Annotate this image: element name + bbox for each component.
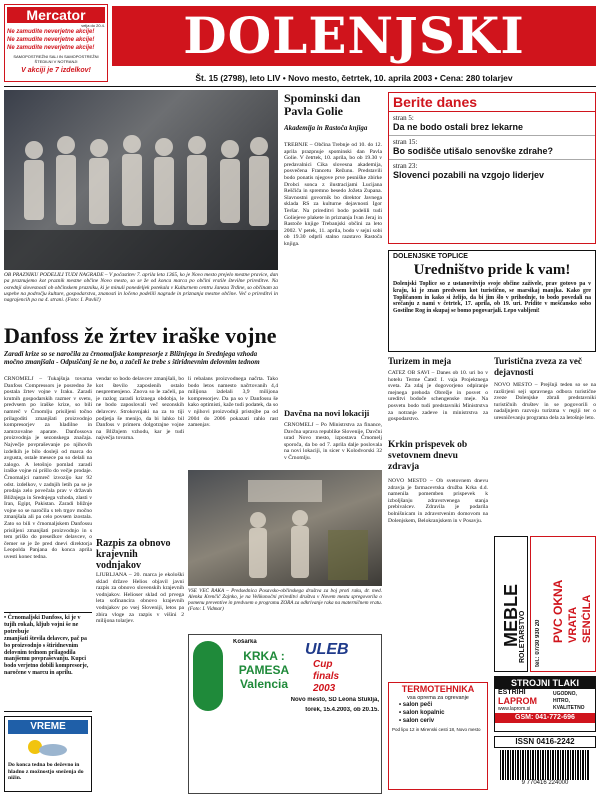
speaker-photo-icon	[188, 470, 382, 586]
weather-title: VREME	[8, 720, 88, 734]
issue-line: Št. 15 (2798), leto LIV • Novo mesto, četrtek, 10. aprila 2003 • Cena: 280 tolarjev	[195, 73, 513, 83]
strojni-ad-side-1: UGODNO,	[553, 691, 577, 697]
davcna-headline: Davčna na novi lokaciji	[284, 408, 370, 418]
krka-ad-line-3: Valencia	[239, 677, 289, 691]
mercator-small-print: velja do 20.4.	[81, 23, 105, 28]
mercator-fine-print: SAMOPOSTREŽNI SALI IN SAMOPOSTREŽNI ŠTEDILNI V NOTRANJI	[13, 54, 99, 64]
lead-column-1: ČRNOMELJ – Tukajšnja tovarna Danfoss Compressors je posredno že postala žrtev vojne v Iraku. Zaradi krutnih gospodarskih razmer v svetu, predvsem po iraške krize, so bili namreč v Črnomlju prisiljeni točno prilagoditi zmanjšati proizvodnjo kompresorjev za hladilne in zamrzovalne aparate. Danfossova proizvodnja je sezonskega značaja. Največje povpraševanje po njihovih izdelkih je bilo dosleji od marca do avgusta, ostale mesece pa so delali na zalogo. A letošnjo pomlad zaradi iraške vojne ni prišlo do večje prodaje. Črnomaljci namreč izvozijo kar 92 odst. izdelkov, v zadnjih letih pa se je prodaja zelo povečala prav v državah Bližnjega in Srednjega vzhoda, zlasti v Iran, Egipt, Pakistan. Zaradi bližnje vojne so se naročila s teh trgov močno zmanjšala ali pa celo povsem izostala. Zato so bili v črnomaljskem Danfossu prisiljeni zmanjšati proizvodnjo in s tem prišlo do presežkov delavcev, o čemer se je že pred dnevi direktorja Leopolda Panjana do konca aprila uvesti konec tedna.	[4, 376, 92, 561]
meble-tag: ROLETARSTVO	[519, 610, 526, 663]
pvc-ad-text-2: VRATA	[567, 606, 579, 643]
strojni-ad	[494, 676, 596, 732]
uleb-line-2: Cup	[313, 659, 333, 670]
berite-box	[388, 92, 596, 244]
turisticna-headline: Turistična zveza za več dejavnosti	[494, 356, 582, 377]
mercator-line-2: Ne zamudite neverjetne akcije!	[7, 37, 95, 43]
second-photo-caption: VSE VEČ RAKA – Predsednica Posavsko-občinskega društva za boj proti raku, dr. med. Alenka Krenčič Zajnko, je na Velikonočni prireditvi društva v Novem mestu spregovorila o pomenu preventive in predvsem o programu ZORA za odkrivanje raka na materničnem vratu. (Foto: I. Vidmar)	[188, 588, 382, 613]
second-photo	[188, 470, 382, 586]
berite-item-2-text[interactable]: Bo sodišče utišalo senovške zdrahe?	[389, 146, 595, 160]
turizem-headline: Turizem in meja	[388, 356, 452, 366]
termo-ad-title: TERMOTEHNIKA	[401, 684, 475, 694]
berite-title: Berite danes	[389, 93, 595, 112]
krka-ad-line-2: PAMESA	[238, 663, 290, 677]
issn-box	[494, 736, 596, 792]
krka-ad-line-1: KRKA :	[243, 649, 285, 663]
razpis-headline: Razpis za obnovo krajevnih vodnjakov	[96, 538, 171, 570]
issn-code: ISSN 0416-2242	[494, 736, 596, 748]
uleb-line-4: 2003	[313, 683, 336, 694]
termo-ad-item-1: • salon peči	[399, 702, 433, 708]
lead-column-2: vendar so bodo delavcev zmanjšali, bo kot število zaposlenih ostalo nespremenjeno. Znova so le začeli, pa je razlog zaradi kriznega obdobja, le ne bodo zaposlovali več sezonskih delavcev. Strokovnjaki na za to tiji podjetja še menijo, da bi lahko bil Danfoss v primeru dolgotrajne vojne na Bližnjem vzhodu, kar je tudi največja tovarna.	[96, 376, 184, 442]
berite-item-2-page: stran 15:	[393, 138, 418, 146]
krka-ad-venue: Novo mesto, ŠD Leona Štuklja,	[290, 697, 379, 703]
strojni-ad-side-2: HITRO,	[553, 698, 570, 704]
mercator-line-3: Ne zamudite neverjetne akcije!	[7, 45, 95, 51]
krkin-text: NOVO MESTO – Ob svetovnem dnevu zdravja je farmacevtska družba Krka d.d. namenila pomemben prispevek k izboljšanju zdravstvenega stanja prebivalcev. Zdravila je podarila bolnišnicam in zdravstvenim domovom na Dolenjskem, Belokranjskem in v Posavju.	[388, 478, 488, 524]
strojni-ad-gsm: GSM: 041-772-696	[495, 713, 595, 723]
strojni-ad-title: STROJNI TLAKI	[495, 677, 595, 689]
strojni-ad-web[interactable]: www.laprom.si	[498, 706, 531, 712]
termo-ad	[388, 682, 488, 790]
lead-headline: Danfoss že žrtev iraške vojne	[4, 323, 277, 348]
golia-headline: Spominski dan Pavla Golie	[284, 92, 361, 118]
strojni-ad-brand: LAPROM	[498, 696, 537, 706]
krka-logo-icon	[193, 641, 223, 711]
termo-ad-item-2: • salon kopalnic	[399, 710, 445, 716]
toplice-text: Dolenjski Toplice so z ustanovitvijo svoje občine zaživele, prav gotovo pa v kraju, ki je znan predvsem kot turistično, se marsikaj manjka. Kako gre Topličanom in kako si želijo, da bi jim šlo v prihodnje, to bodo povedali na srečanju z nami v četrtek, 17. aprila, ob 19. uri. Pridite v meščansko sobo Gostilne Rog in skupaj se bomo pogovarjali. Lepo vabljeni!	[393, 281, 591, 315]
masthead-rule	[4, 86, 596, 87]
mercator-bottom-line: V akciji je 7 izdelkov!	[21, 67, 91, 74]
lead-deck: Zaradi krize so se naročila za črnomaljske kompresorje z Bližnjega in Srednjega vzhoda močno zmanjšala - Odpuščanj še ne bo, a začeli ke trebe s štiridnevnim delovnim tednom	[4, 350, 260, 366]
pvc-ad-text-3: SENČILA	[581, 594, 593, 643]
strojni-ad-side-3: KVALITETNO	[553, 705, 585, 711]
termo-ad-item-3: • salon ceriv	[399, 718, 435, 724]
davcna-text: ČRNOMELJ – Po Ministrstva za finance, Davčna uprava republike Slovenije, Davčni urad Novo mesto, izpostava Črnomelj sporoča, da bo od 7. aprila dalje poslovala na novi lokaciji, in sicer v Kolodvorski 32 v Črnomlju.	[284, 422, 382, 461]
sun-cloud-icon	[5, 737, 91, 757]
berite-item-3-page: stran 23:	[393, 162, 418, 170]
barcode-digits: 9 770416 224000	[521, 780, 569, 786]
danfoss-brief	[4, 612, 92, 712]
pvc-ad-text-1: PVC OKNA	[551, 579, 565, 643]
barcode-icon	[500, 750, 590, 780]
toplice-headline: Uredništvo pride k vam!	[413, 262, 571, 278]
mercator-brand: Mercator	[7, 7, 105, 23]
weather-box	[4, 716, 92, 792]
turizem-text: ČATEŽ OB SAVI – Danes ob 10. uri bo v hotelu Terme Čatež I. vaja Projektnega sveta. Za zdaj je dogovorjeno odpiranje mejnega prehoda Obrežje in posvet o ureditvi bodoče schengenske meje. Na posvetu bodo tudi predstavniki Ministrstva za notranje zadeve in ministrstva za gospodarstvo.	[388, 370, 488, 423]
danfoss-brief-text: zmanjšati števila delavcev, pač pa bo proizvodnjo s štiridnevnim delovnim tednom prilagodila manjšemu povpraševanju. Kupci bodo verjetno dobili kompresorje, naročene v marcu in aprilu.	[4, 636, 89, 676]
mercator-line-1: Ne zamudite neverjetne akcije!	[7, 29, 95, 35]
toplice-label: DOLENJSKE TOPLICE	[393, 253, 468, 260]
lead-photo-caption: OB PRAZNIKU PODELILI TUDI NAGRADE – V počastitev 7. aprila leta 1365, ko je Novo mesto prejelo mestne pravice, dan pa praznujemo kot praznik mestne občine Novo mesto, so se že od konca marca po občini vrstile številne prireditve. Na osrednji slovesnosti ob občinskem prazniku, ki je minuli ponedeljek potekala v Kulturnem centru Janeza Trdine, so občinam za uspehe na področju kulture, gospodarstva, znanosti in ločeno podelili nagrade in priznanja mestne občine. Več o prireditvi in nagrajencih pa na 4. strani. (Foto: I. Pavlič)	[4, 272, 278, 304]
lead-photo	[4, 90, 278, 270]
people-photo-icon	[4, 90, 278, 270]
toplice-box	[388, 250, 596, 352]
meble-ad	[494, 536, 528, 672]
termo-ad-sub: vsa oprema za ogrevanje	[407, 695, 469, 701]
uleb-line-3: finals	[313, 671, 340, 682]
krkin-headline: Krkin prispevek ob svetovnem dnevu zdravja	[388, 440, 468, 472]
berite-item-1-page: stran 5:	[393, 114, 414, 122]
razpis-text: LJUBLJANA – 20. marca je ekološki sklad države Helios objavil javni razpis za obnovo slovenskih krajevnih vodnjakov. Helioser sklad od prvega leta sofinancira obnovo krajevnih vodnjakov po vsej Sloveniji, letos pa zbira vloge za razpis v višini 2 milijona tolarjev.	[96, 572, 184, 625]
uleb-line-1: ULEB	[305, 641, 349, 658]
termo-ad-foot: Pod lipo 12 in Mirenski cesti 18, Novo mesto	[392, 727, 481, 732]
krka-ad-brand: Košarka	[233, 639, 257, 645]
lead-column-3: li rebalans proizvodnega načrta. Tako bodo letos namesto načrtovanih 4,4 milijona izdelali 3,9 milijona kompresorjev. Da pa so v Danfossu še kako optimisti, kaže tudi podatek, da so v njihovi proizvodnji pristojbe pa od 2004 do 2006 pokazati rahlo rast zamenjav.	[188, 376, 278, 429]
strojni-ad-sub: ESTRIHI	[498, 689, 526, 696]
berite-item-3-text[interactable]: Slovenci pozabili na vzgojo liderjev	[393, 170, 545, 180]
golia-deck: Akademija in Rastoča knjiga	[284, 124, 368, 132]
krka-ad	[188, 634, 382, 794]
krka-ad-date: torek, 15.4.2003, ob 20.15.	[305, 707, 379, 713]
golia-text: TREBNJE – Občina Trebnje od 10. do 12. aprila prazpnuje spominski dan Pavla Golie. V četrtek, 10. aprila, bo ob 19.30 v predavalnici Cika slovesna akademija, posvečena Francetu Režunu. Predstavili bodo ponatis njegove prve pesniške zbirke Drobci sonca z ilustracijami Lucijana Reščiča in spremno besedo Jožeta Zupana. Slavnostni govornik bo direktor Javnega sklada RS za kulturne dejavnosti Igor Teršar. Na prireditvi bodo podelili tudi Goliejeve plakete in priznanja Ivan Jeraj in Rastoče knjige Trebanjski občini za leto 2002. V petek, 11. aprila, bodo v sejni sobi ob 19.30 odprli stalno razstavo Rastoča knjiga.	[284, 142, 382, 247]
berite-item-1-text[interactable]: Da ne bodo ostali brez lekarne	[389, 122, 595, 136]
meble-brand: MEBLE	[501, 584, 521, 647]
pvc-ad	[530, 536, 596, 672]
masthead-title: DOLENJSKI	[112, 6, 596, 66]
weather-text: Do konca tedna bo deževno in hladno z možnostjo sneženja do nižin.	[8, 762, 84, 782]
turisticna-text: NOVO MESTO – Prejšnji teden so se na razširjeni seji upravnega odbora turistične zveze Dolenjske zbrali predstavniki turističnih društev in se pogovorili o nadaljnjem razvoju turizma v regiji ter o uresničevanju programa dela za letošnje leto.	[494, 382, 596, 421]
mercator-ad	[4, 4, 108, 82]
danfoss-brief-title: • Črnomaljski Danfoss, ki je v tujih rokah, kljub vojni še ne potrebuje	[4, 615, 81, 635]
pvc-ad-tel: tel.: 07/30 930 20	[535, 619, 541, 667]
